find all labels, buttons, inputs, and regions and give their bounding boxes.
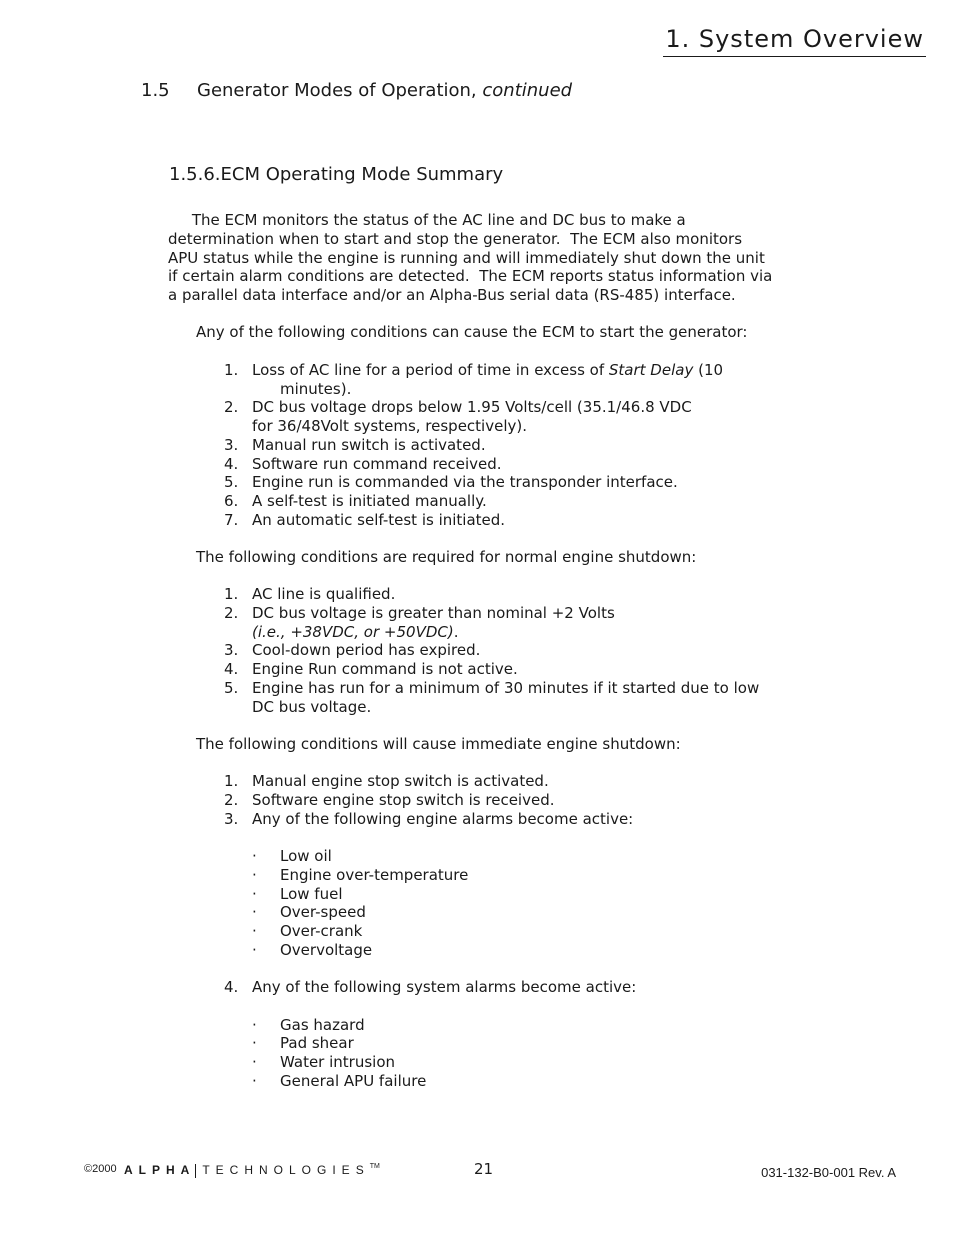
section-title: Generator Modes of Operation, bbox=[197, 80, 483, 101]
list-item: 4. Any of the following system alarms become active: bbox=[224, 978, 637, 996]
section-number: 1.5 bbox=[141, 80, 170, 101]
bullet-item: · Low fuel bbox=[252, 885, 343, 903]
bullet-item: · Engine over-temperature bbox=[252, 866, 469, 884]
list-item: 5. Engine has run for a minimum of 30 minutes if it started due to low bbox=[224, 679, 760, 697]
list-item: 1. AC line is qualified. bbox=[224, 585, 396, 603]
start-conditions-lead: Any of the following conditions can cause the ECM to start the generator: bbox=[196, 323, 748, 341]
list-item-continuation: for 36/48Volt systems, respectively). bbox=[252, 417, 527, 435]
list-item: 2. DC bus voltage is greater than nominal +2 Volts bbox=[224, 604, 615, 622]
bullet-item: · Pad shear bbox=[252, 1034, 354, 1052]
intro-line: if certain alarm conditions are detected. The ECM reports status information via bbox=[168, 267, 773, 286]
bullet-item: · Low oil bbox=[252, 847, 332, 865]
normal-shutdown-lead: The following conditions are required for normal engine shutdown: bbox=[196, 548, 697, 566]
list-item: 3. Cool-down period has expired. bbox=[224, 641, 481, 659]
bullet-item: · General APU failure bbox=[252, 1072, 427, 1090]
bullet-item: · Gas hazard bbox=[252, 1016, 365, 1034]
alpha-technologies-logo bbox=[124, 1163, 380, 1178]
list-item-continuation: minutes). bbox=[280, 380, 352, 398]
logo-technologies-text: TECHNOLOGIES bbox=[202, 1163, 370, 1177]
list-item: 4. Software run command received. bbox=[224, 455, 502, 473]
list-item: 1. Loss of AC line for a period of time in excess of Start Delay (10 bbox=[224, 361, 724, 379]
page-number: 21 bbox=[474, 1160, 494, 1178]
section-title-italic: continued bbox=[482, 80, 573, 101]
bullet-item: · Overvoltage bbox=[252, 941, 373, 959]
footer-copyright: ©2000 bbox=[84, 1163, 117, 1175]
section-heading bbox=[141, 80, 572, 101]
logo-divider bbox=[195, 1164, 196, 1178]
list-item: 3. Any of the following engine alarms become active: bbox=[224, 810, 634, 828]
list-item: 2. Software engine stop switch is received. bbox=[224, 791, 555, 809]
immediate-shutdown-lead: The following conditions will cause immediate engine shutdown: bbox=[196, 735, 681, 753]
intro-line: determination when to start and stop the generator. The ECM also monitors bbox=[168, 229, 743, 248]
intro-paragraph bbox=[168, 211, 772, 305]
list-item: 6. A self-test is initiated manually. bbox=[224, 492, 487, 510]
list-item: 5. Engine run is commanded via the transponder interface. bbox=[224, 473, 678, 491]
list-item: 2. DC bus voltage drops below 1.95 Volts/cell (35.1/46.8 VDC bbox=[224, 398, 692, 416]
list-item: 3. Manual run switch is activated. bbox=[224, 436, 486, 454]
bullet-item: · Over-speed bbox=[252, 903, 366, 921]
page-header-title: 1. System Overview bbox=[663, 22, 926, 57]
intro-line: APU status while the engine is running and will immediately shut down the unit bbox=[168, 248, 765, 267]
logo-trademark: TM bbox=[369, 1163, 380, 1170]
list-item-continuation: (i.e., +38VDC, or +50VDC). bbox=[252, 623, 459, 641]
subsection-heading: 1.5.6.ECM Operating Mode Summary bbox=[169, 164, 504, 185]
bullet-item: · Over-crank bbox=[252, 922, 363, 940]
list-item: 7. An automatic self-test is initiated. bbox=[224, 511, 506, 529]
logo-alpha-text: ALPHA bbox=[124, 1163, 196, 1177]
list-item: 1. Manual engine stop switch is activated. bbox=[224, 772, 549, 790]
list-item: 4. Engine Run command is not active. bbox=[224, 660, 518, 678]
list-item-continuation: DC bus voltage. bbox=[252, 698, 372, 716]
intro-line: a parallel data interface and/or an Alpha-Bus serial data (RS-485) interface. bbox=[168, 286, 736, 305]
document-number: 031-132-B0-001 Rev. A bbox=[761, 1165, 896, 1180]
bullet-item: · Water intrusion bbox=[252, 1053, 396, 1071]
intro-line: The ECM monitors the status of the AC line and DC bus to make a bbox=[168, 211, 686, 229]
